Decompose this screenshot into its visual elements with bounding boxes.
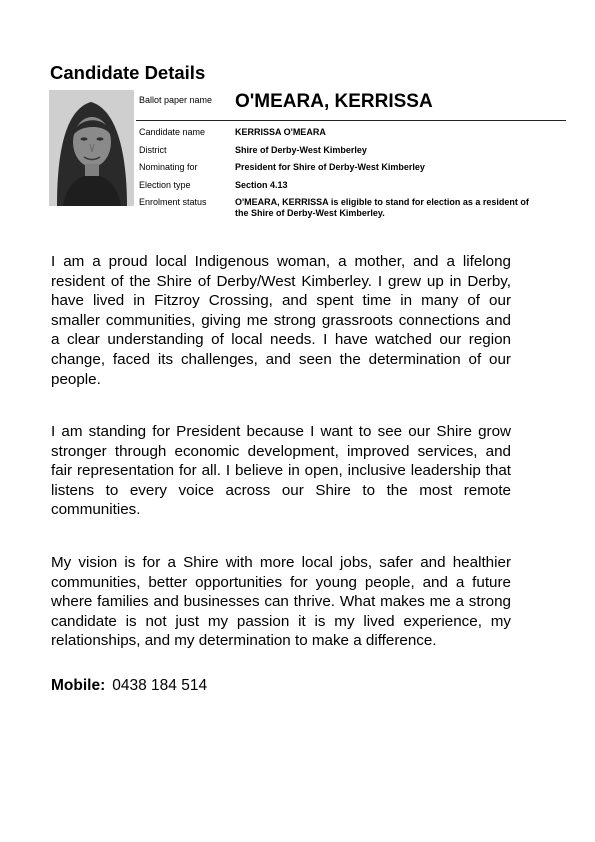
enrolment-label: Enrolment status bbox=[139, 197, 207, 207]
nominating-row bbox=[136, 158, 566, 176]
election-type-row bbox=[136, 176, 566, 194]
nominating-value: President for Shire of Derby-West Kimberley bbox=[235, 162, 425, 172]
enrolment-row bbox=[136, 193, 566, 219]
election-type-value: Section 4.13 bbox=[235, 179, 288, 190]
nominating-label: Nominating for bbox=[139, 162, 198, 172]
page-title: Candidate Details bbox=[50, 62, 206, 83]
statement-paragraph-2: I am standing for President because I want to see our Shire grow stronger through economic development, improved services, and fair representation for all. I believe in open, inclusive leadership that listens to every voice across our Shire to the most remote communities. bbox=[51, 423, 511, 519]
candidate-details-table bbox=[136, 90, 566, 219]
statement-paragraph-1: I am a proud local Indigenous woman, a mother, and a lifelong resident of the Shire of Derby/West Kimberley. I grew up in Derby, have lived in Fitzroy Crossing, and spent time in many of our smaller communities, giving me strong grassroots connections and a clear understanding of local needs. I have watched our region change, faced its challenges, and seen the determination of our people. bbox=[51, 253, 511, 388]
candidate-photo bbox=[49, 90, 134, 206]
district-value: Shire of Derby-West Kimberley bbox=[235, 144, 367, 155]
enrolment-value: O'MEARA, KERRISSA is eligible to stand for election as a resident of the Shire of Derby-West Kimberley. bbox=[235, 197, 529, 218]
district-label: District bbox=[139, 144, 167, 155]
candidate-name-value: KERRISSA O'MEARA bbox=[235, 127, 326, 137]
mobile-contact bbox=[51, 677, 207, 695]
ballot-name-label: Ballot paper name bbox=[139, 95, 213, 105]
statement-paragraph-3: My vision is for a Shire with more local jobs, safer and healthier communities, better opportunities for young people, and a future where families and businesses can thrive. What makes me a strong candidate is not just my passion it is my lived experience, my relationships, and my determination to make a difference. bbox=[51, 554, 511, 650]
candidate-name-label: Candidate name bbox=[139, 127, 206, 137]
ballot-name-value: O'MEARA, KERRISSA bbox=[235, 91, 433, 112]
election-type-label: Election type bbox=[139, 179, 191, 190]
district-row bbox=[136, 141, 566, 159]
candidate-portrait-image bbox=[49, 90, 134, 206]
ballot-name-row bbox=[136, 90, 566, 121]
mobile-number: 0438 184 514 bbox=[112, 677, 208, 694]
mobile-label: Mobile: bbox=[51, 677, 106, 694]
candidate-name-row bbox=[136, 123, 566, 141]
